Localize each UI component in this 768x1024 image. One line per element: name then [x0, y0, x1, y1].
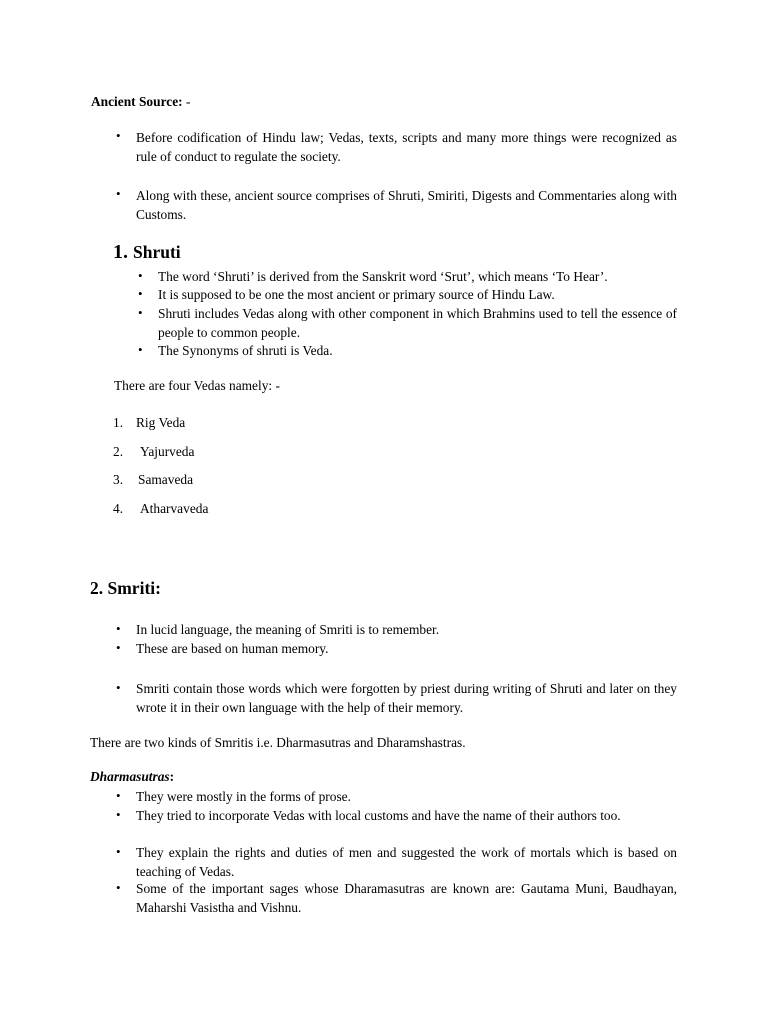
- smriti-kinds: There are two kinds of Smritis i.e. Dharmasutras and Dharamshastras.: [90, 735, 466, 750]
- section-heading-shruti: [113, 241, 181, 264]
- bullet-icon: •: [138, 286, 143, 301]
- subheading-dharmasutras: [90, 769, 174, 785]
- ancient-bullet: Before codification of Hindu law; Vedas, texts, scripts and many more things were recognized as rule of conduct to regulate the society.: [136, 130, 677, 164]
- dharmasutras-bullet: They were mostly in the forms of prose.: [136, 789, 351, 804]
- smriti-bullet: These are based on human memory.: [136, 641, 329, 656]
- shruti-bullet: Shruti includes Vedas along with other component in which Brahmins used to tell the essence of people to common people.: [158, 306, 677, 340]
- shruti-bullet: The Synonyms of shruti is Veda.: [158, 343, 333, 358]
- bullet-icon: •: [116, 621, 121, 636]
- dharmasutras-heading-text: Dharmasutras: [90, 769, 170, 784]
- ancient-bullet: Along with these, ancient source comprises of Shruti, Smiriti, Digests and Commentaries along with Customs.: [136, 188, 677, 222]
- dharmasutras-bullet: They tried to incorporate Vedas with local customs and have the name of their authors too.: [136, 808, 621, 823]
- bullet-icon: •: [116, 186, 121, 201]
- bullet-icon: •: [138, 305, 143, 320]
- veda-number: 3.: [113, 472, 124, 487]
- section-heading-smriti: 2. Smriti:: [90, 578, 161, 598]
- smriti-bullet: In lucid language, the meaning of Smriti is to remember.: [136, 622, 440, 637]
- bullet-icon: •: [116, 807, 121, 822]
- ancient-heading-text: Ancient Source:: [91, 94, 183, 109]
- veda-name: Samaveda: [138, 472, 194, 487]
- bullet-icon: •: [116, 788, 121, 803]
- veda-name: Rig Veda: [136, 415, 186, 430]
- bullet-icon: •: [116, 680, 121, 695]
- bullet-icon: •: [116, 880, 121, 895]
- bullet-icon: •: [116, 844, 121, 859]
- veda-number: 4.: [113, 501, 124, 516]
- shruti-number: 1.: [113, 241, 128, 263]
- dharmasutras-colon: :: [169, 769, 175, 784]
- section-heading-ancient-source: [91, 94, 190, 110]
- dharmasutras-bullet: They explain the rights and duties of men and suggested the work of mortals which is based on teaching of Vedas.: [136, 845, 677, 879]
- bullet-icon: •: [138, 268, 143, 283]
- shruti-bullet: It is supposed to be one the most ancient or primary source of Hindu Law.: [158, 287, 555, 302]
- veda-name: Yajurveda: [140, 444, 195, 459]
- bullet-icon: •: [116, 640, 121, 655]
- veda-number: 1.: [113, 415, 124, 430]
- veda-name: Atharvaveda: [140, 501, 209, 516]
- shruti-title: Shruti: [133, 242, 181, 262]
- shruti-bullet: The word ‘Shruti’ is derived from the Sanskrit word ‘Srut’, which means ‘To Hear’.: [158, 269, 608, 284]
- vedas-intro: There are four Vedas namely: -: [114, 378, 280, 393]
- dharmasutras-bullet: Some of the important sages whose Dharamasutras are known are: Gautama Muni, Baudhayan, Maharshi Vasistha and Vishnu.: [136, 881, 677, 915]
- veda-number: 2.: [113, 444, 124, 459]
- bullet-icon: •: [138, 342, 143, 357]
- ancient-heading-suffix: -: [182, 94, 191, 109]
- bullet-icon: •: [116, 128, 121, 143]
- smriti-bullet: Smriti contain those words which were forgotten by priest during writing of Shruti and later on they wrote it in their own language with the help of their memory.: [136, 681, 677, 715]
